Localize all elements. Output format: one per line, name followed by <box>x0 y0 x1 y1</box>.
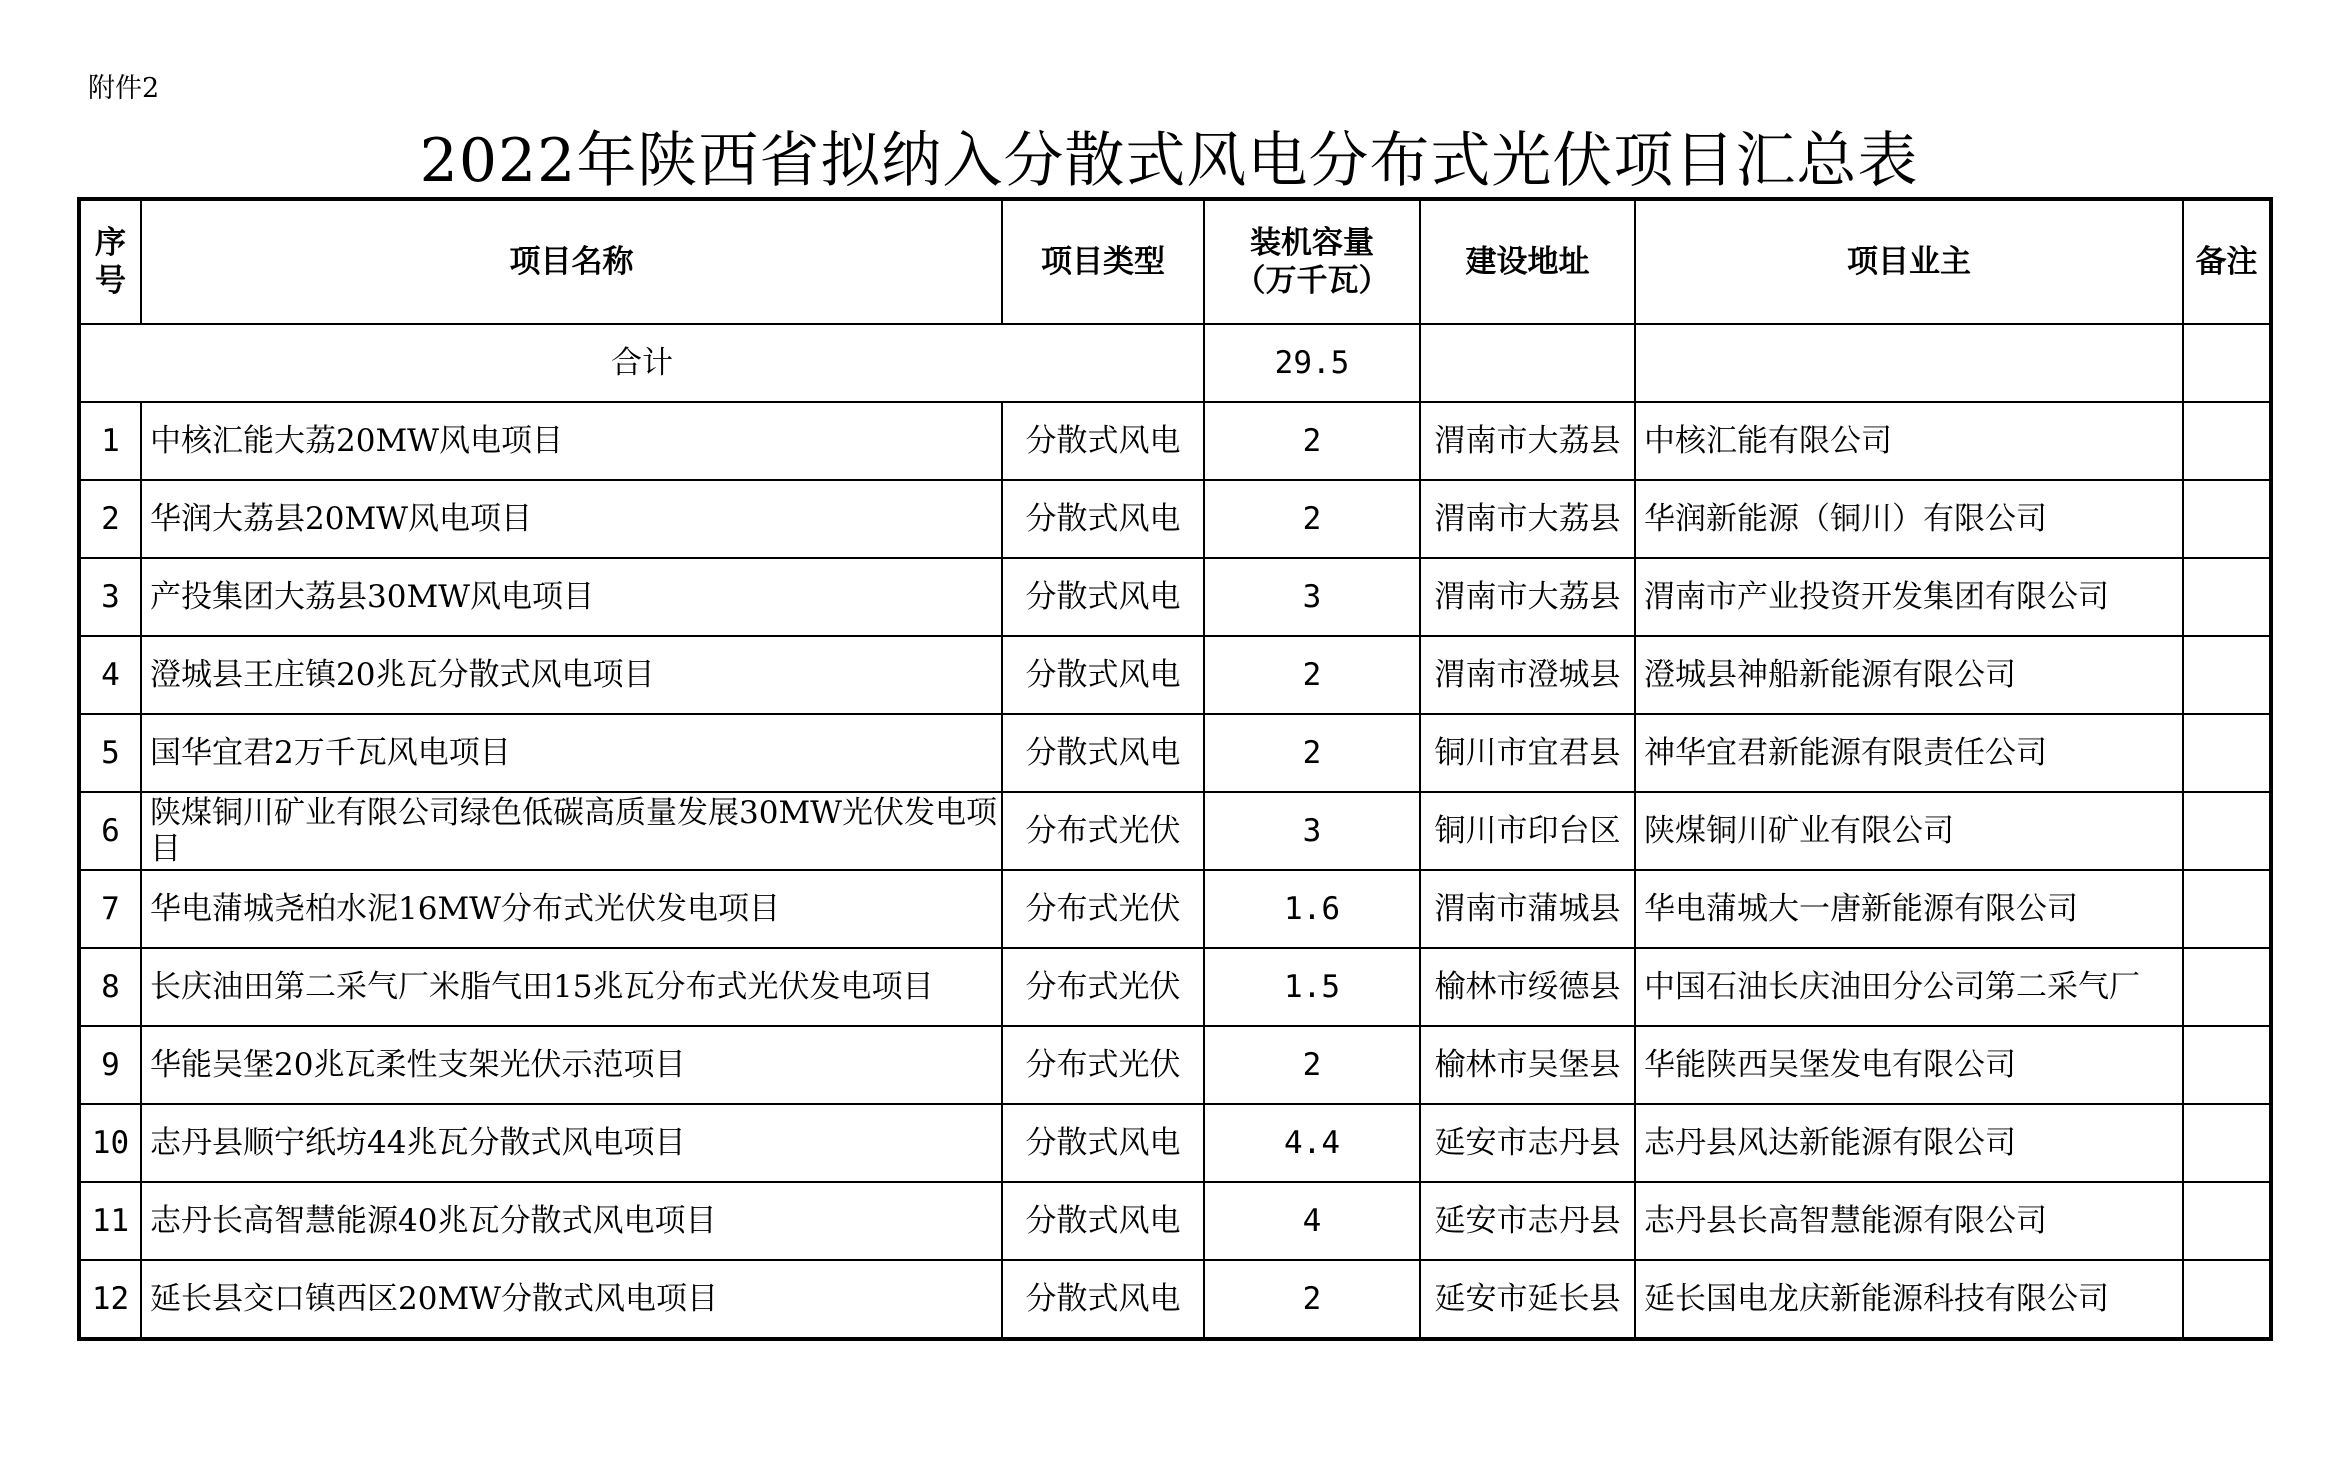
row-owner: 神华宜君新能源有限责任公司 <box>1635 714 2183 792</box>
table-row <box>79 480 2271 558</box>
row-capacity: 2 <box>1204 402 1420 480</box>
row-owner: 志丹县长高智慧能源有限公司 <box>1635 1182 2183 1260</box>
row-location: 延安市志丹县 <box>1420 1104 1635 1182</box>
row-project-name: 陕煤铜川矿业有限公司绿色低碳高质量发展30MW光伏发电项目 <box>141 792 1002 870</box>
row-capacity: 1.6 <box>1204 870 1420 948</box>
row-project-type: 分布式光伏 <box>1002 870 1204 948</box>
total-location-empty <box>1420 324 1635 402</box>
total-label: 合计 <box>79 324 1204 402</box>
header-capacity <box>1204 199 1420 324</box>
header-row <box>79 199 2271 324</box>
table-row <box>79 1182 2271 1260</box>
header-project-name: 项目名称 <box>141 199 1002 324</box>
row-location: 榆林市吴堡县 <box>1420 1026 1635 1104</box>
row-owner: 华润新能源（铜川）有限公司 <box>1635 480 2183 558</box>
row-project-name: 国华宜君2万千瓦风电项目 <box>141 714 1002 792</box>
project-summary-table <box>77 197 2273 1341</box>
row-location: 榆林市绥德县 <box>1420 948 1635 1026</box>
total-row <box>79 324 2271 402</box>
header-owner: 项目业主 <box>1635 199 2183 324</box>
header-project-type: 项目类型 <box>1002 199 1204 324</box>
row-seq: 3 <box>79 558 141 636</box>
row-location: 延安市延长县 <box>1420 1260 1635 1339</box>
total-owner-empty <box>1635 324 2183 402</box>
row-seq: 11 <box>79 1182 141 1260</box>
row-note <box>2183 714 2271 792</box>
row-seq: 9 <box>79 1026 141 1104</box>
row-project-name: 延长县交口镇西区20MW分散式风电项目 <box>141 1260 1002 1339</box>
row-seq: 12 <box>79 1260 141 1339</box>
row-seq: 7 <box>79 870 141 948</box>
row-project-name: 中核汇能大荔20MW风电项目 <box>141 402 1002 480</box>
header-note: 备注 <box>2183 199 2271 324</box>
row-capacity: 2 <box>1204 480 1420 558</box>
row-note <box>2183 636 2271 714</box>
row-owner: 渭南市产业投资开发集团有限公司 <box>1635 558 2183 636</box>
header-seq <box>79 199 141 324</box>
row-project-type: 分散式风电 <box>1002 1260 1204 1339</box>
row-owner: 陕煤铜川矿业有限公司 <box>1635 792 2183 870</box>
row-owner: 延长国电龙庆新能源科技有限公司 <box>1635 1260 2183 1339</box>
row-project-type: 分散式风电 <box>1002 714 1204 792</box>
row-note <box>2183 870 2271 948</box>
table-row <box>79 870 2271 948</box>
total-note-empty <box>2183 324 2271 402</box>
table-row <box>79 1104 2271 1182</box>
row-note <box>2183 1260 2271 1339</box>
row-seq: 1 <box>79 402 141 480</box>
header-seq-line1: 序 <box>95 225 126 261</box>
row-seq: 8 <box>79 948 141 1026</box>
row-project-name: 产投集团大荔县30MW风电项目 <box>141 558 1002 636</box>
row-note <box>2183 558 2271 636</box>
total-capacity: 29.5 <box>1204 324 1420 402</box>
row-note <box>2183 948 2271 1026</box>
header-capacity-line1: 装机容量 <box>1250 225 1374 261</box>
row-project-name: 华能吴堡20兆瓦柔性支架光伏示范项目 <box>141 1026 1002 1104</box>
row-location: 铜川市宜君县 <box>1420 714 1635 792</box>
row-project-type: 分散式风电 <box>1002 636 1204 714</box>
row-location: 延安市志丹县 <box>1420 1182 1635 1260</box>
row-project-name: 澄城县王庄镇20兆瓦分散式风电项目 <box>141 636 1002 714</box>
row-note <box>2183 792 2271 870</box>
row-seq: 5 <box>79 714 141 792</box>
row-capacity: 2 <box>1204 1260 1420 1339</box>
row-owner: 志丹县风达新能源有限公司 <box>1635 1104 2183 1182</box>
row-note <box>2183 402 2271 480</box>
table-row <box>79 792 2271 870</box>
row-project-type: 分散式风电 <box>1002 1104 1204 1182</box>
row-project-type: 分布式光伏 <box>1002 948 1204 1026</box>
row-location: 渭南市大荔县 <box>1420 480 1635 558</box>
row-capacity: 2 <box>1204 714 1420 792</box>
document-title: 2022年陕西省拟纳入分散式风电分布式光伏项目汇总表 <box>419 126 1919 196</box>
row-seq: 4 <box>79 636 141 714</box>
row-capacity: 3 <box>1204 792 1420 870</box>
table-row <box>79 714 2271 792</box>
row-capacity: 4.4 <box>1204 1104 1420 1182</box>
row-project-type: 分散式风电 <box>1002 1182 1204 1260</box>
attachment-label: 附件2 <box>88 73 160 104</box>
table-row <box>79 636 2271 714</box>
row-location: 渭南市澄城县 <box>1420 636 1635 714</box>
header-capacity-line2: （万千瓦） <box>1234 263 1390 299</box>
header-location: 建设地址 <box>1420 199 1635 324</box>
row-note <box>2183 480 2271 558</box>
row-location: 渭南市大荔县 <box>1420 402 1635 480</box>
row-owner: 华电蒲城大一唐新能源有限公司 <box>1635 870 2183 948</box>
table-row <box>79 948 2271 1026</box>
row-capacity: 4 <box>1204 1182 1420 1260</box>
row-location: 渭南市蒲城县 <box>1420 870 1635 948</box>
table-row <box>79 402 2271 480</box>
row-capacity: 3 <box>1204 558 1420 636</box>
row-project-name: 华电蒲城尧柏水泥16MW分布式光伏发电项目 <box>141 870 1002 948</box>
row-note <box>2183 1026 2271 1104</box>
row-project-type: 分布式光伏 <box>1002 792 1204 870</box>
row-project-type: 分散式风电 <box>1002 480 1204 558</box>
row-project-name: 志丹县顺宁纸坊44兆瓦分散式风电项目 <box>141 1104 1002 1182</box>
row-seq: 2 <box>79 480 141 558</box>
row-project-type: 分布式光伏 <box>1002 1026 1204 1104</box>
row-seq: 6 <box>79 792 141 870</box>
row-location: 渭南市大荔县 <box>1420 558 1635 636</box>
row-project-name: 志丹长高智慧能源40兆瓦分散式风电项目 <box>141 1182 1002 1260</box>
row-owner: 中国石油长庆油田分公司第二采气厂 <box>1635 948 2183 1026</box>
row-capacity: 1.5 <box>1204 948 1420 1026</box>
row-note <box>2183 1182 2271 1260</box>
row-capacity: 2 <box>1204 636 1420 714</box>
row-location: 铜川市印台区 <box>1420 792 1635 870</box>
header-seq-line2: 号 <box>95 263 126 299</box>
row-owner: 澄城县神船新能源有限公司 <box>1635 636 2183 714</box>
table-row <box>79 1260 2271 1339</box>
row-owner: 华能陕西吴堡发电有限公司 <box>1635 1026 2183 1104</box>
row-owner: 中核汇能有限公司 <box>1635 402 2183 480</box>
table-row <box>79 558 2271 636</box>
row-project-name: 长庆油田第二采气厂米脂气田15兆瓦分布式光伏发电项目 <box>141 948 1002 1026</box>
row-capacity: 2 <box>1204 1026 1420 1104</box>
row-project-type: 分散式风电 <box>1002 558 1204 636</box>
row-note <box>2183 1104 2271 1182</box>
row-seq: 10 <box>79 1104 141 1182</box>
row-project-type: 分散式风电 <box>1002 402 1204 480</box>
table-row <box>79 1026 2271 1104</box>
row-project-name: 华润大荔县20MW风电项目 <box>141 480 1002 558</box>
